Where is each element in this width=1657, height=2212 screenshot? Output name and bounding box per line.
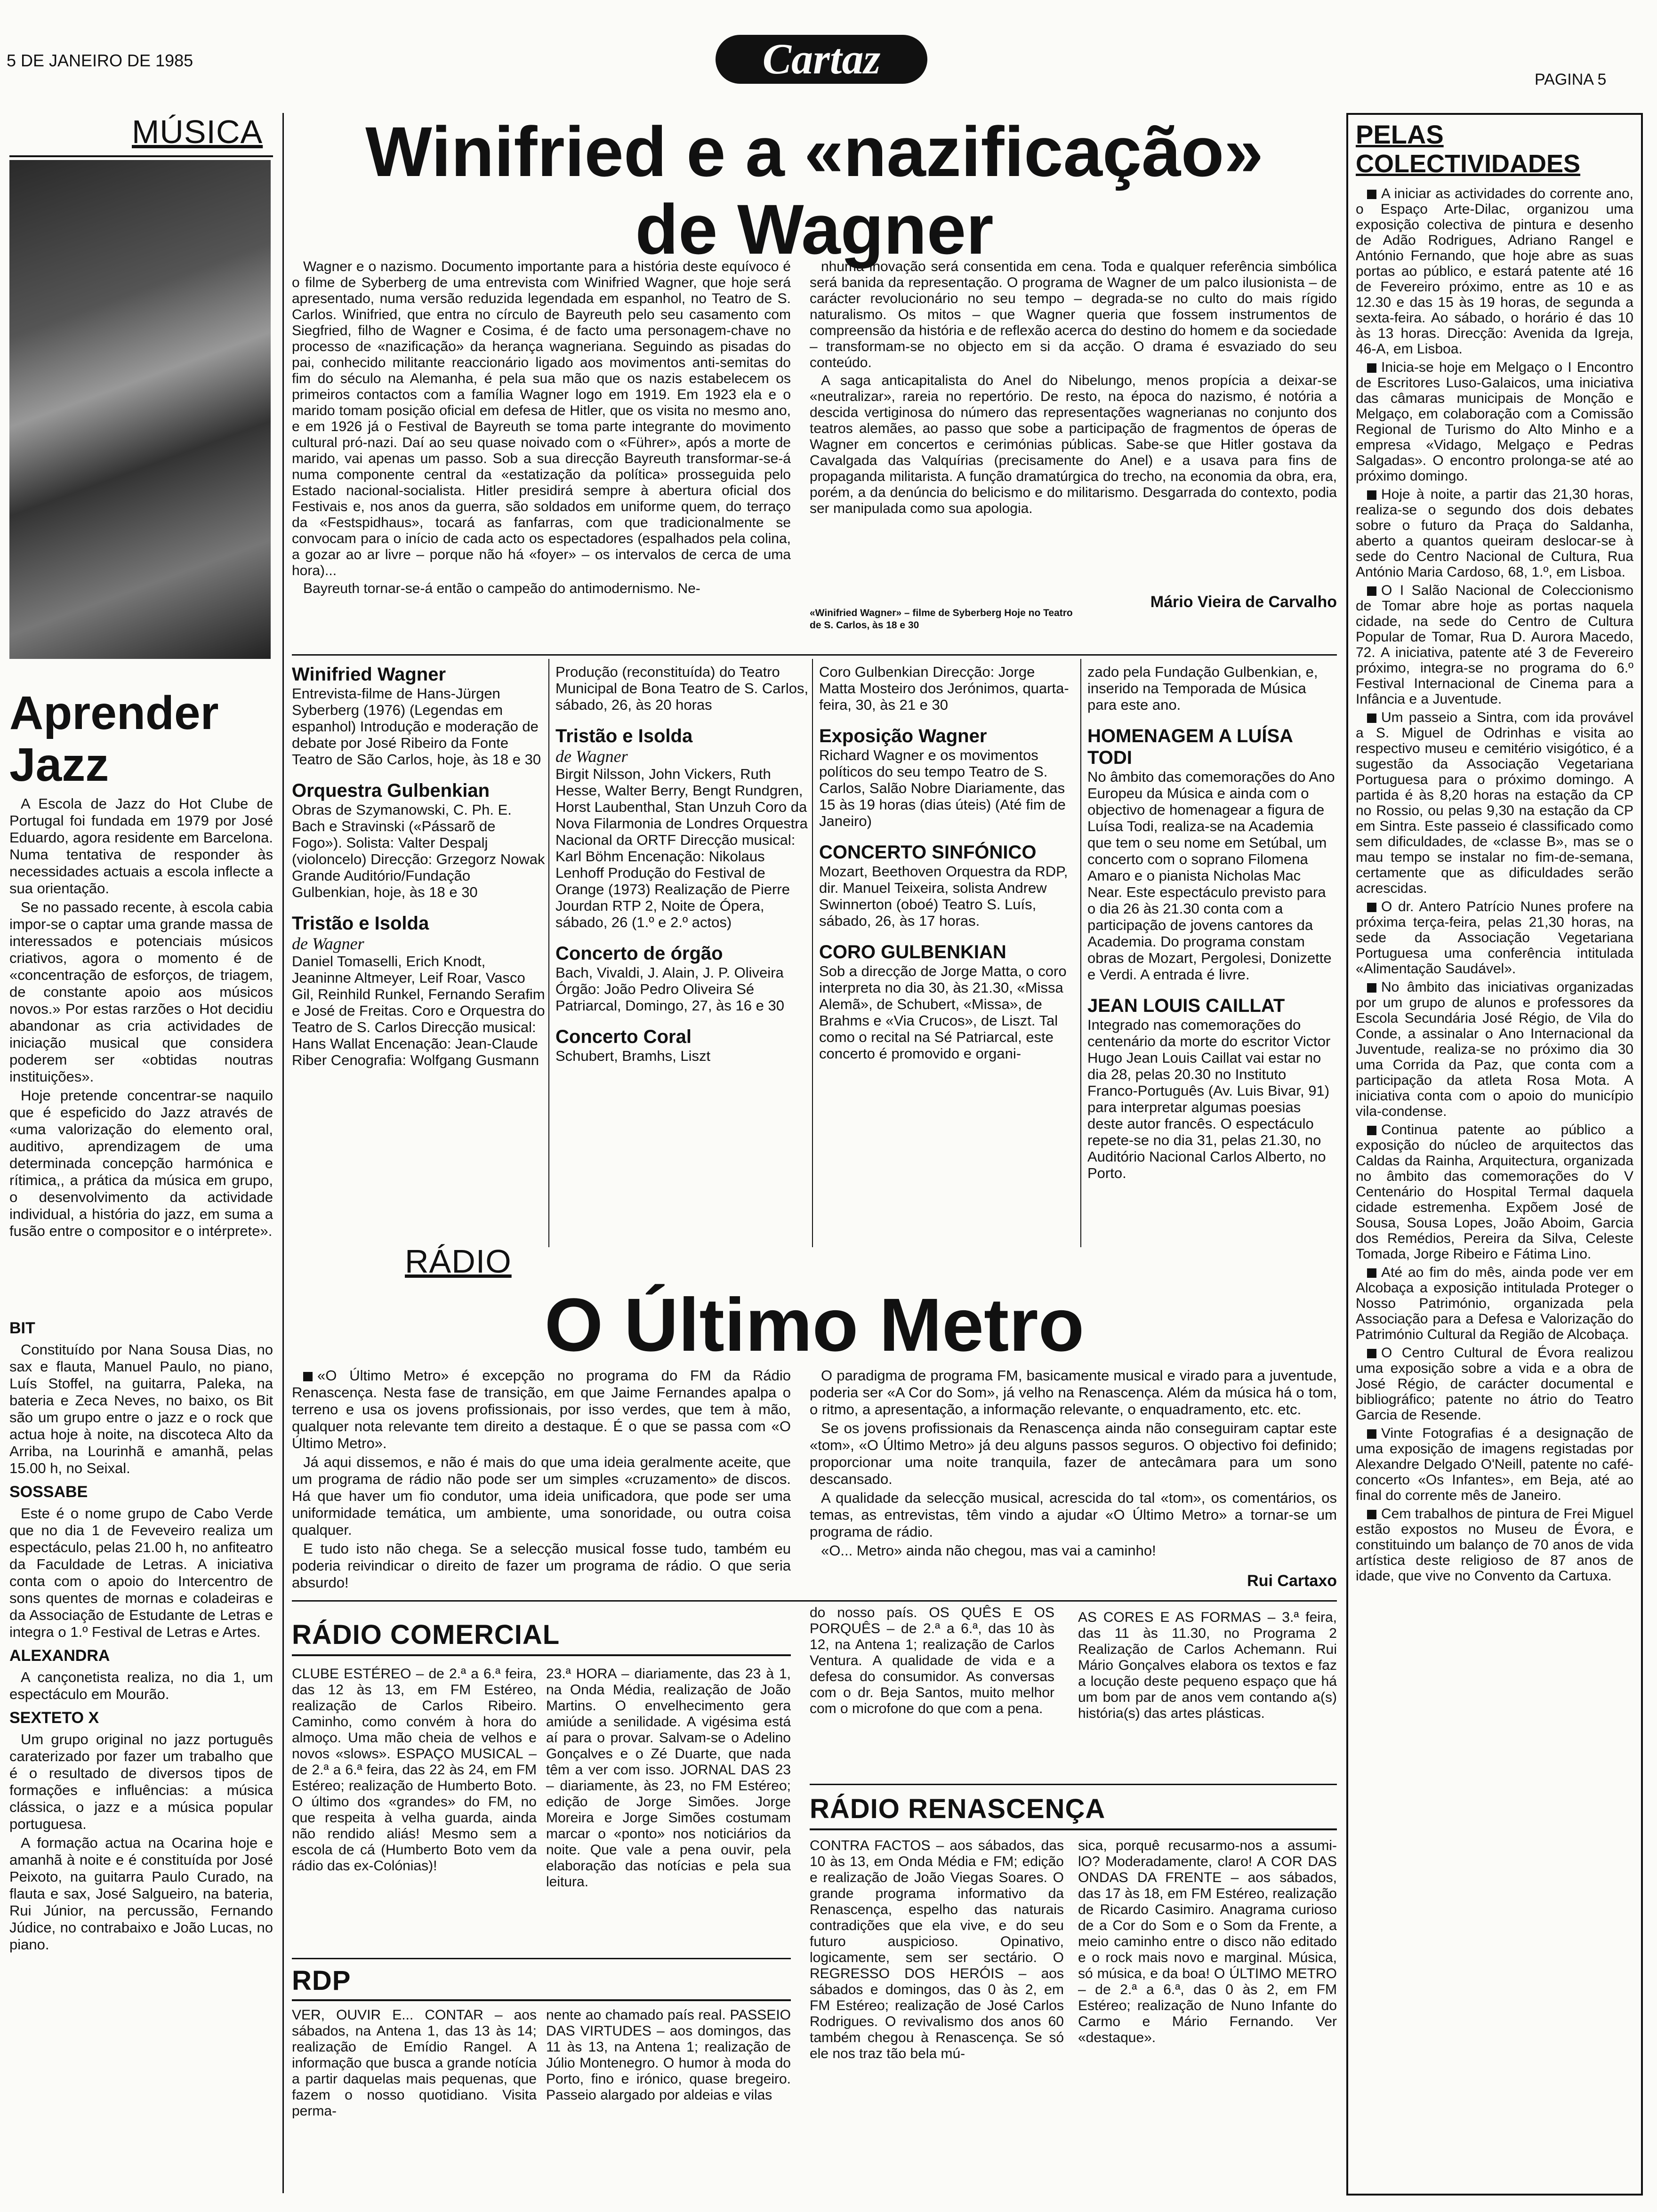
bullet-square-icon (1367, 363, 1376, 373)
listing-details: zado pela Fundação Gulbenkian, e, inserido na Temporada de Música para este ano. (1087, 664, 1318, 713)
comercial-col2: 23.ª HORA – diariamente, das 23 à 1, na Onda Média, realização de João Martins. O envelhecimento gera amiúde a senilidade. A vigésima está aí para o provar. Salvam-se o Adelino Gonçalves e o Zé Duarte, que nada têm a ver com isso. JORNAL DAS 23 – diariamente, às 23, no FM Estéreo; edição de Jorge Simões. Jorge Moreira e Jorge Simões costumam marcar o «ponto» nos noticiários da noite. Que vale a pena ouvir, pela elaboração das notícias e pela sua leitura. (546, 1666, 791, 1890)
comercial-col4: AS CORES E AS FORMAS – 3.ª feira, das 11 às 11.30, no Programa 2 Realização de Carlos Achemann. Rui Mário Gonçalves elabora os textos e faz a locução deste pequeno espaço que há um bom par de anos vem contando a(s) história(s) das artes plásticas. (1078, 1610, 1337, 1721)
radio-col2 (810, 1367, 1337, 1561)
alexandra-heading: ALEXANDRA (9, 1647, 110, 1665)
listing-item (1087, 995, 1337, 1181)
listing-details: Birgit Nilsson, John Vickers, Ruth Hesse, Walter Berry, Bengt Rundgren, Horst Laubenthal, Stan Unzuh Coro da Nova Filarmonia de Londres Orquestra Nacional da ORTF Direcção musical: Karl Böhm Encenação: Nikolaus Lenhoff Produção do Festival de Orange (1973) Realização de Pierre Jourdan RTP 2, Noite de Ópera, sábado, 26 (1.º e 2.º actos) (555, 766, 808, 930)
wagner-paragraph: A saga anticapitalista do Anel do Nibelungo, menos propícia a deixar-se «neutralizar», rareia no repertório. De resto, na época do nazismo, é notória a descida vertiginosa do número das representações wagnerianas no conjunto dos teatros alemães, ao passo que sobe a participação de fragmentos de óperas de Wagner em concertos e cerimónias públicas. Sabe-se que Hitler gostava da Cavalgada das Valquírias (precisamente do Anel) e a usava para fins de propaganda militarista. A função dramatúrgica do trecho, na economia da obra, era, porém, a da denúncia do belicismo e do militarismo. Desgarrada do contexto, podia ser manipulada como sua apologia. (810, 373, 1337, 516)
bullet-square-icon (1367, 903, 1376, 912)
bit-heading: BIT (9, 1319, 35, 1337)
left-briefs (9, 1313, 273, 1955)
musica-underline (9, 155, 273, 157)
pelas-item (1356, 1345, 1633, 1423)
listing-item (1087, 664, 1337, 713)
pelas-heading (1356, 120, 1638, 178)
comercial-col1: CLUBE ESTÉREO – de 2.ª a 6.ª feira, das 12 às 13, em FM Estéreo, realização de Carlos Ribeiro. Caminho, como convém à hora do almoço. Uma mão cheia de velhos e novos «slows». ESPAÇO MUSICAL – de 2.ª a 6.ª feira, das 22 às 24, em FM Estéreo; realização de Humberto Boto. O último dos «grandes» do FM, no que respeita à velha guarda, ainda não rendido aliás! Mesmo sem a escola de cá (Humberto Boto vem da rádio das ex-Colónias)! (292, 1666, 537, 1874)
pelas-item (1356, 1265, 1633, 1342)
listing-item (819, 941, 1073, 1062)
pelas-item-text: A iniciar as actividades do corrente ano, o Espaço Arte-Dilac, organizou uma exposição colectiva de pintura e desenho de Adão Rodrigues, Adriano Rangel e António Fernando, que hoje abre as suas portas ao público, e estará patente até 16 de Fevereiro próximo, entre as 10 e as 12.30 e das 15 às 19 horas, de segunda a sexta-feira. Ao sábado, o horário é das 10 às 13 horas. Direcção: Avenida da Igreja, 46-A, em Lisboa. (1356, 186, 1633, 357)
listing-title: Exposição Wagner (819, 726, 987, 746)
bullet-square-icon (1367, 983, 1376, 993)
radio-divider (292, 1600, 1337, 1602)
listing-details: Integrado nas comemorações do centenário da morte do escritor Victor Hugo Jean Louis Caillat vai estar no dia 28, pelas 20.30 no Instituto Franco-Português (Av. Luis Bivar, 91) para interpretar algumas poesias deste autor francês. O espectáculo repete-se no dia 31, pelas 21.30, no Auditório Nacional Carlos Alberto, no Porto. (1087, 1017, 1331, 1181)
listing-details: Schubert, Bramhs, Liszt (555, 1048, 711, 1064)
renascenca-heading: RÁDIO RENASCENÇA (810, 1794, 1106, 1824)
rdp-divider (292, 1958, 791, 1959)
jazz-title: Aprender Jazz (9, 687, 219, 791)
jazz-photo (9, 160, 271, 659)
rdp-col2: nente ao chamado país real. PASSEIO DAS VIRTUDES – aos domingos, das 11 às 13, na Antena 1; realização de Júlio Montenegro. O humor à moda do Porto, fino e irónico, quase bregeiro. Passeio alargado por aldeias e vilas (546, 2007, 791, 2103)
wagner-paragraph: Bayreuth tornar-se-á então o campeão do antimodernismo. Ne- (303, 581, 700, 596)
bullet-square-icon (1367, 713, 1376, 723)
pelas-item (1356, 1122, 1633, 1262)
pelas-item (1356, 487, 1633, 580)
listing-details: Obras de Szymanowski, C. Ph. E. Bach e Stravinski («Pássarõ de Fogo»). Solista: Valter Despalj (violoncelo) Direcção: Grzegorz Nowak Grande Auditório/Fundação Gulbenkian, hoje, às 18 e 30 (292, 801, 545, 900)
page-number: PAGINA 5 (1535, 71, 1607, 88)
pelas-item-text: O I Salão Nacional de Coleccionismo de Tomar abre hoje as portas naquela cidade, na sede do Centro de Cultura Popular de Tomar, Rua D. Aurora Macedo, 72. A iniciativa, patente até 3 de Fevereiro próximo, integra-se no programa do 6.º Festival Internacional de Cinema para a Infância e a Juventude. (1356, 583, 1633, 707)
listing-item (555, 943, 810, 1014)
listing-item (819, 664, 1073, 713)
listing-title: Concerto Coral (555, 1026, 692, 1047)
listing-details: Produção (reconstituída) do Teatro Municipal de Bona Teatro de S. Carlos, sábado, 26, às 20 horas (555, 664, 809, 713)
radio-col1 (292, 1367, 791, 1593)
listing-title: HOMENAGEM A LUÍSA TODI (1087, 726, 1293, 768)
listing-column-3 (819, 664, 1073, 1074)
wagner-author: Mário Vieira de Carvalho (1150, 593, 1337, 611)
listing-details: Coro Gulbenkian Direcção: Jorge Matta Mosteiro dos Jerónimos, quarta-feira, 30, às 21 e 30 (819, 664, 1069, 713)
wagner-paragraph: nhuma inovação será consentida em cena. Toda e qualquer referência simbólica será banida da representação. O programa de Wagner de um palco ilusionista – de carácter revolucionário no seu tempo – degrada-se no culto do mais rígido naturalismo. Os mitos – que Wagner queria que fossem instrumentos de compreensão da história e de reflexão acerca do destino do homem e da sociedade – transformam-se no objecto em si da acção. O drama é esvaziado do seu conteúdo. (810, 259, 1337, 370)
listing-item (819, 842, 1073, 929)
alexandra-text: A cançonetista realiza, no dia 1, um espectáculo em Mourão. (9, 1669, 273, 1702)
bullet-square-icon (303, 1372, 313, 1381)
radio-text: «O Último Metro» é excepção no programa do FM da Rádio Renascença. Nesta fase de transição, em que Jaime Fernandes apalpa o terreno e usa os jovens profissionais, por isso verdes, que tem à mão, qualquer nota relevante tem direito a destaque. É o que se passa com «O Último Metro». (292, 1367, 791, 1451)
wagner-paragraph: Wagner e o nazismo. Documento importante para a história deste equívoco é o filme de Syberberg de uma entrevista com Winifried Wagner, que hoje será apresentado, numa versão reduzida legendada em espanhol, no Teatro de S. Carlos. Winifried, que entra no círculo de Bayreuth pelo seu casamento com Siegfried, filho de Wagner e Cosima, é de facto uma personagem-chave no processo de «nazificação» da herança wagneriana. Seguindo as pisadas do pai, conhecido militante reaccionário ligado aos movimentos anti-semitas do fim do século na Alemanha, é pela sua mão que os nazis estabelecem os primeiros contactos com a família Wagner logo em 1919. Em 1923 ela e o marido tomam posição oficial em defesa de Hitler, que os visita no mesmo ano, e em 1926 já o Festival de Bayreuth se toma parte integrante do movimento cultural pró-nazi. Daí ao seu quase noivado com o «Führer», após a morte de marido, vai apenas um passo. Sob a sua direcção Bayreuth transformar-se-á numa componente central da «estatização da política» prosseguida pelo Estado nacional-socialista. Hitler presidirá sempre à abertura oficial dos Festivais e, nos anos da guerra, são soldados em uniforme quem, do terraço da «Festspidhaus», tocará as fanfarras, com que tradicionalmente se convocam para o início de cada acto os espectadores (espalhados pela colina, a gozar ao ar livre – porque não há «foyer» – os intervalos de cerca de uma hora)... (292, 259, 791, 578)
jazz-paragraph: Hoje pretende concentrar-se naquilo que é espeficido do Jazz através de «uma valorização do elemento oral, auditivo, aprendizagem de uma determinada concepção harmónica e rítimica,, a prática da música em grupo, o desenvolvimento da actividade individual, a história do jazz, em suma a fusão entre o compositor e o intérprete». (9, 1087, 273, 1239)
radio-paragraph: E tudo isto não chega. Se a selecção musical fosse tudo, também eu poderia reivindicar o direito de fazer um programa de rádio. O que seria absurdo! (292, 1540, 791, 1591)
bullet-square-icon (1367, 1349, 1376, 1358)
listing-details: Sob a direcção de Jorge Matta, o coro interpreta no dia 30, às 21.30, «Missa Alemã», de Schubert, «Missa», de Brahms e «Via Crucos», de Liszt. Tal como o recital na Sé Patriarcal, este concerto é promovido e organi- (819, 963, 1067, 1062)
bit-text: Constituído por Nana Sousa Dias, no sax e flauta, Manuel Paulo, no piano, Luís Stoffel, na guitarra, Paleka, na bateria e Zeca Neves, no baixo, os Bit são um grupo entre o jazz e o rock que actua hoje à noite, na discoteca Alto da Arriba, na Lourinhã e amanhã, pelas 15.00 h, no Seixal. (9, 1341, 273, 1476)
musica-section-label: MÚSICA (132, 113, 263, 150)
listing-item (292, 780, 546, 900)
wagner-headline-line: de Wagner (635, 190, 994, 269)
sossabe-heading: SOSSABE (9, 1483, 88, 1501)
listing-subtitle: de Wagner (555, 747, 628, 766)
radio-section-label: RÁDIO (405, 1243, 512, 1280)
logo-text: Cartaz (762, 35, 881, 83)
listing-column-2 (555, 664, 810, 1076)
pelas-item-text: Um passeio a Sintra, com ida provável a S. Miguel de Odrinhas e visita ao respectivo museu e cemitério visigótico, é a sugestão da Associação Vegetariana Portuguesa para o próximo domingo. A partida é às 8,20 horas na estação da CP no Rossio, ou pelas 9,30 na estação da CP em Sintra. Este passeio é classificado como sem dificuldades, de «classe B», mas se o mau tempo se instalar no fim-de-semana, certamente que as dificuldades serão acrescidas. (1356, 710, 1633, 896)
sexteto-text: A formação actua na Ocarina hoje e amanhã à noite e é constituída por José Peixoto, na guitarra Paulo Curado, na flauta e sax, José Salgueiro, na bateria, Rui Júnior, na percussão, Fernando Júdice, no contrabaixo e João Lucas, no piano. (9, 1835, 273, 1953)
listing-item (819, 725, 1073, 829)
comercial-underline (292, 1654, 791, 1656)
listing-title: Tristão e Isolda (555, 726, 693, 746)
listing-details: Entrevista-filme de Hans-Jürgen Syberberg (1976) (Legendas em espanhol) Introdução e moderação de debate por José Ribeiro da Fonte Teatro de São Carlos, hoje, às 18 e 30 (292, 685, 541, 768)
pelas-item-text: Inicia-se hoje em Melgaço o I Encontro de Escritores Luso-Galaicos, uma iniciativa das câmaras municipais de Monção e Melgaço, em colaboração com a Comissão Regional de Turismo do Alto Minho e a empresa «Vidago, Melgaço e Pedras Salgadas». O encontro prolonga-se até ao próximo domingo. (1356, 360, 1633, 484)
listing-title: Winifried Wagner (292, 664, 446, 685)
pelas-heading-line: COLECTIVIDADES (1356, 150, 1581, 178)
pelas-item (1356, 360, 1633, 484)
left-column-divider (282, 113, 284, 2193)
pelas-list (1356, 186, 1633, 1587)
listing-title: Tristão e Isolda (292, 913, 429, 934)
pelas-item-text: Até ao fim do mês, ainda pode ver em Alcobaça a exposição intitulada Proteger o Nosso Património, organizada pela Associação para a Defesa e Valorização do Património Cultural da Região de Alcobaça. (1356, 1265, 1633, 1342)
listing-details: Richard Wagner e os movimentos políticos do seu tempo Teatro de S. Carlos, Salão Nobre Diariamente, das 15 às 19 horas (dias úteis) (Até fim de Janeiro) (819, 747, 1066, 829)
radio-paragraph: Se os jovens profissionais da Renascença ainda não conseguiram captar este «tom», «O Último Metro» já deu alguns passos seguros. O objectivo foi definido; proporcionar uma noite tranquila, fazer de antecâmara para um sono descansado. (810, 1420, 1337, 1487)
renascenca-col1: CONTRA FACTOS – aos sábados, das 10 às 13, em Onda Média e FM; edição e realização de João Viegas Soares. O grande programa informativo da Renascença, espelho das naturais contradições que ela vive, e do seu futuro auspicioso. Opinativo, logicamente, sem ser sectário. O REGRESSO DOS HERÓIS – aos sábados e domingos, das 0 às 2, em FM Estéreo; realização de José Carlos Rodrigues. O revivalismo dos anos 60 também chegou à Renascença. Se só ele nos traz tão bela mú- (810, 1838, 1064, 2061)
pelas-item-text: Hoje à noite, a partir das 21,30 horas, realiza-se o segundo dos dois debates sobre o futuro da Praça do Saldanha, aberto a quantos queiram deslocar-se à sede do Centro Nacional de Cultura, Rua António Maria Cardoso, 68, 1.º, em Lisboa. (1356, 487, 1633, 580)
pelas-item (1356, 186, 1633, 357)
listing-details: Daniel Tomaselli, Erich Knodt, Jeaninne Altmeyer, Leif Roar, Vasco Gil, Reinhild Runkel, Fernando Serafim e José de Freitas. Coro e Orquestra do Teatro de S. Carlos Direcção musical: Hans Wallat Encenação: Jean-Claude Riber Cenografia: Wolfgang Gusmann (292, 953, 545, 1068)
listing-item (292, 664, 546, 768)
wagner-col1 (292, 259, 791, 599)
pelas-item (1356, 710, 1633, 896)
pelas-item-text: Cem trabalhos de pintura de Frei Miguel estão expostos no Museu de Évora, e constituindo um balanço de 70 anos de vida artística deste religioso de 87 anos de idade, que vive no Convento da Cartuxa. (1356, 1506, 1633, 1584)
listing-item (1087, 725, 1337, 983)
page-date: 5 DE JANEIRO DE 1985 (7, 51, 193, 70)
sexteto-text: Um grupo original no jazz português caraterizado por fazer um trabalho que é o resultado de diversos tipos de formações e influências: a música clássica, o jazz e a música popular portuguesa. (9, 1731, 273, 1832)
bullet-square-icon (1367, 586, 1376, 596)
pelas-item (1356, 583, 1633, 707)
wagner-headline-line: Winifried e a «nazificação» (365, 112, 1263, 191)
listing-item (555, 725, 810, 930)
renascenca-underline (810, 1828, 1337, 1830)
pelas-item (1356, 1426, 1633, 1503)
rdp-underline (292, 1999, 791, 2001)
comercial-col3: do nosso país. OS QUÊS E OS PORQUÊS – de 2.ª a 6.ª, das 10 às 12, na Antena 1; realização de Carlos Ventura. A qualidade de vida e a defesa do consumidor. As conversas com o dr. Beja Santos, muito melhor com o microfone do que com a pena. (810, 1605, 1054, 1716)
radio-headline: O Último Metro (544, 1282, 1085, 1367)
listings-divider (812, 659, 813, 1247)
radio-paragraph: «O... Metro» ainda não chegou, mas vai a caminho! (821, 1542, 1156, 1559)
bullet-square-icon (1367, 190, 1376, 199)
rdp-col1: VER, OUVIR E... CONTAR – aos sábados, na Antena 1, das 13 às 14; realização de Emídio Rangel. A informação que busca a grande notícia a partir daquelas mais pequenas, que fazem o nosso quotidiano. Visita perma- (292, 2007, 537, 2119)
cartaz-logo (711, 28, 932, 89)
bullet-square-icon (1367, 1429, 1376, 1439)
pelas-item (1356, 1506, 1633, 1584)
listing-column-1 (292, 664, 546, 1081)
wagner-col2 (810, 259, 1337, 519)
bullet-square-icon (1367, 490, 1376, 500)
pelas-item-text: O Centro Cultural de Évora realizou uma exposição sobre a vida e a obra de José Régio, de carácter documental e bibliográfico; patente no átrio do Teatro Garcia de Resende. (1356, 1345, 1633, 1423)
bullet-square-icon (1367, 1126, 1376, 1135)
listing-subtitle: de Wagner (292, 934, 364, 953)
bullet-square-icon (1367, 1510, 1376, 1519)
pelas-item-text: Continua patente ao público a exposição do núcleo de arquitectos das Caldas da Rainha, Arquitectura, organizada no âmbito das comemorações do V Centenário do Hospital Termal daquela cidade estremenha. Expõem José de Sousa, Sousa Lopes, João Aboim, Garcia dos Remédios, Pereira da Silva, Celeste Tomada, Jorge Ribeiro e Fátima Lino. (1356, 1122, 1633, 1262)
listing-title: CORO GULBENKIAN (819, 942, 1006, 962)
radio-paragraph (292, 1367, 791, 1452)
listing-item (292, 913, 546, 1068)
radio-author: Rui Cartaxo (1247, 1572, 1337, 1590)
pelas-item-text: Vinte Fotografias é a designação de uma exposição de imagens registadas por Alexandre Delgado O'Neill, patente no café-concerto «Os Infantes», em Beja, até ao final do corrente mês de Janeiro. (1356, 1426, 1633, 1503)
radio-paragraph: Já aqui dissemos, e não é mais do que uma ideia geralmente aceite, que um programa de rádio não pode ser um simples «cruzamento» de discos. Há que haver um fio condutor, uma ideia unificadora, que pode ser uma uniformidade temática, um ambiente, uma sonoridade, ou outra coisa qualquer. (292, 1454, 791, 1538)
listing-title: JEAN LOUIS CAILLAT (1087, 995, 1285, 1016)
pelas-heading-line: PELAS (1356, 120, 1444, 149)
wagner-divider (292, 654, 1337, 656)
wagner-headline (292, 113, 1337, 268)
jazz-paragraph: A Escola de Jazz do Hot Clube de Portugal foi fundada em 1979 por José Eduardo, agora residente em Barcelona. Numa tentativa de responder às necessidades actuais a escola inflecte a sua orientação. (9, 795, 273, 897)
pelas-item-text: No âmbito das iniciativas organizadas por um grupo de alunos e professores da Escola Secundária José Régio, de Vila do Conde, a assinalar o Ano Internacional da Juventude, realiza-se no próximo dia 30 uma Corrida da Paz, que conta com a participação da atleta Rosa Mota. A iniciativa conta com o apoio do município vila-condense. (1356, 979, 1633, 1119)
logo-mark-icon (711, 28, 932, 89)
sossabe-text: Este é o nome grupo de Cabo Verde que no dia 1 de Feveveiro realiza um espectáculo, pelas 21.00 h, no anfiteatro da Faculdade de Letras. A iniciativa conta com o apoio do Intercentro de sons quentes de mornas e coladeiras e da Associação de Estudante de Letras e integra o 1.º Festival de Letras e Artes. (9, 1505, 273, 1640)
listing-title: CONCERTO SINFÓNICO (819, 842, 1037, 863)
wagner-caption: «Winifried Wagner» – filme de Syberberg Hoje no Teatro de S. Carlos, às 18 e 30 (810, 608, 1073, 631)
pelas-item-text: O dr. Antero Patrício Nunes profere na próxima terça-feira, pelas 21,30 horas, na sede da Associação Vegetariana Portuguesa uma conferência intitulada «Alimentação Saudável». (1356, 899, 1633, 977)
listings-divider (1080, 659, 1081, 1247)
listing-details: Bach, Vivaldi, J. Alain, J. P. Oliveira Órgão: João Pedro Oliveira Sé Patriarcal, Domingo, 27, às 16 e 30 (555, 964, 784, 1014)
listing-item (555, 664, 810, 713)
listing-title: Concerto de órgão (555, 943, 723, 964)
pelas-item (1356, 899, 1633, 977)
jazz-article (9, 795, 273, 1242)
bullet-square-icon (1367, 1268, 1376, 1278)
sexteto-heading: SEXTETO X (9, 1709, 99, 1727)
radio-paragraph: O paradigma de programa FM, basicamente musical e virado para a juventude, poderia ser «A Cor do Som», já velho na Renascença. Além da música há o tom, o ritmo, a apresentação, a informação relevante, o enquadramento, etc. etc. (810, 1367, 1337, 1418)
rdp-heading: RDP (292, 1965, 351, 1996)
listing-details: No âmbito das comemorações do Ano Europeu da Música e ainda com o objectivo de homenagear a figura de Luísa Todi, realiza-se na Academia que tem o seu nome em Setúbal, um concerto com o soprano Filomena Amaro e o pianista Nicholas Mac Near. Este espectáculo previsto para o dia 26 às 21.30 conta com a participação de jovens cantores da Academia. Do programa constam obras de Mozart, Pergolesi, Donizette e Verdi. A entrada é livre. (1087, 769, 1335, 983)
jazz-paragraph: Se no passado recente, à escola cabia impor-se o captar uma grande massa de interessados e potenciais músicos criativos, agora o momento é de «concentração de esforços, de triagem, de constante apoio aos músicos novos.» Por estas rarzões o Hot decidiu abandonar as cria actividades de iniciação musical que considera poderem ser «obtidas noutras instituições». (9, 899, 273, 1085)
listing-details: Mozart, Beethoven Orquestra da RDP, dir. Manuel Teixeira, solista Andrew Swinnerton (oboé) Teatro S. Luís, sábado, 26, às 17 horas. (819, 863, 1068, 929)
listing-title: Orquestra Gulbenkian (292, 780, 490, 801)
renascenca-col2: sica, porquê recusarmo-nos a assumi-lO? Moderadamente, claro! A COR DAS ONDAS DA FRENTE – aos sábados, das 17 às 18, em FM Estéreo, realização de Ricardo Casimiro. Anagrama curioso de a Cor do Som e o Som da Frente, a meio caminho entre o disco não editado e o rock mais novo e marginal. Música, só música, e da boa! O ÚLTIMO METRO – de 2.ª a 6.ª, das 0 às 2, em FM Estéreo; realização de Nuno Infante do Carmo e Mário Fernando. Ver «destaque». (1078, 1838, 1337, 2045)
radio-paragraph: A qualidade da selecção musical, acrescida do tal «tom», os comentários, os temas, as entrevistas, têm vindo a ajudar «O Último Metro» a tornar-se um programa de rádio. (810, 1490, 1337, 1540)
listings-divider (548, 659, 549, 1247)
pelas-item (1356, 979, 1633, 1119)
listing-item (555, 1026, 810, 1064)
renascenca-divider (810, 1784, 1337, 1785)
comercial-heading: RÁDIO COMERCIAL (292, 1619, 560, 1650)
listing-column-4 (1087, 664, 1337, 1194)
